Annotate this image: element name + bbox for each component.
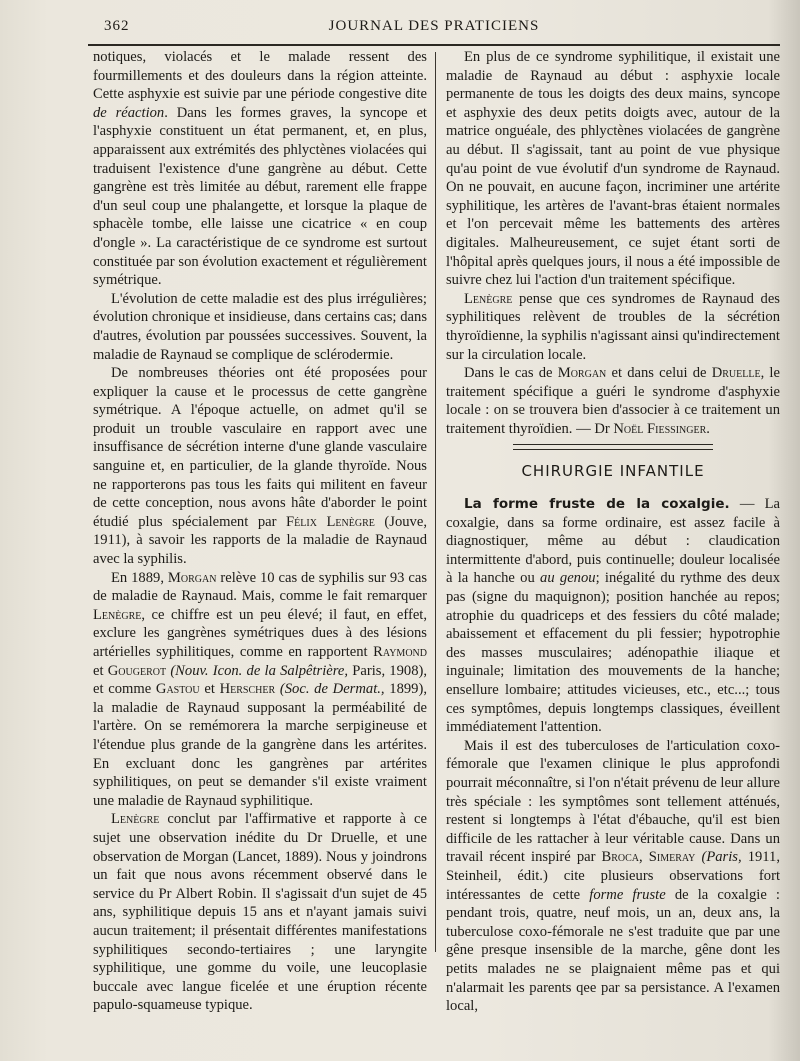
paragraph: Dans le cas de Morgan et dans celui de Druelle, le traitement spécifique a guéri le syndrome d'asphyxie locale : on se trouvera bien d'associer à ce traitement un traitement thyroïdien. — Dr Noël Fiessinger.: [446, 365, 780, 437]
paragraph: Lenègre conclut par l'affirmative et rapporte à ce sujet une observation inédite du Dr Druelle, et une observation de Morgan (Lancet, 1889). Nous y joindrons un fait que nous avons récemment observé dans le service du Pr Albert Robin. Il s'agissait d'un sujet de 45 ans, syphilitique depuis 15 ans et n'ayant jamais suivi aucun traitement; il présentait différentes manifestations syphilitiques secondo-tertiaires ; une laryngite syphilitique, une gomme du voile, une leucoplasie buccale avec langue ficelée et une éruption récente papulo-squameuse typique.: [93, 811, 427, 1014]
section-separator: [513, 444, 713, 450]
paragraph: L'évolution de cette maladie est des plus irrégulières; évolution chronique et insidieuse, dans certains cas; dans d'autres, évolution par poussées successives. Souvent, la maladie de Raynaud se complique de sclérodermie.: [93, 290, 427, 363]
paragraph: En 1889, Morgan relève 10 cas de syphilis sur 93 cas de maladie de Raynaud. Mais, comme le fait remarquer Lenègre, ce chiffre est un peu élevé; il faut, en effet, exclure les gangrènes symétriques dues à des lésions artérielles syphilitiques, comme en rapportent Raymond et Gougerot (Nouv. Icon. de la Salpêtrière, Paris, 1908), et comme Gastou et Herscher (Soc. de Dermat., 1899), la maladie de Raynaud supposant la perméabilité de l'artère. On se remémorera la marche serpigineuse et l'étendue plus grande de la gangrène dans les artérites. En excluant donc les gangrènes par artérites syphilitiques, on peut se demander s'il existe vraiment une maladie de Raynaud syphilitique.: [93, 569, 428, 809]
paragraph: Lenègre pense que ces syndromes de Raynaud des syphilitiques relèvent de troubles de la sécrétion thyroïdienne, la syphilis n'agissant ainsi qu'indirectement sur la circulation locale.: [446, 290, 780, 363]
right-column: [446, 48, 780, 1016]
left-column: [93, 48, 427, 1015]
paragraph: Mais il est des tuberculoses de l'articulation coxo-fémorale que l'examen clinique le plus approfondi pourrait méconnaître, si l'on n'était prévenu de leur allure très spéciale : les symptômes sont tellement atténués, restent si longtemps à l'état d'ébauche, qu'il est bien difficile de les rattacher à leur véritable cause. Dans un travail récent inspiré par Broca, Simeray (Paris, 1911, Steinheil, édit.) cite plusieurs observations fort intéressantes de cette forme fruste de la coxalgie : pendant trois, quatre, neuf mois, un an, deux ans, la tuberculose coxo-fémorale ne s'est traduite que par une gêne presque insensible de la marche, gêne dont les petits malades ne se plaignaient même pas et qui n'alarmait les parents qee par sa persistance. A l'examen local,: [446, 737, 780, 1015]
paragraph: notiques, violacés et le malade ressent des fourmillements et des douleurs dans la région atteinte. Cette asphyxie est suivie par une période congestive dite de réaction. Dans les formes graves, la syncope et l'asphyxie constituent un état permanent, et, en plus, apparaissent aux extrémités des phlyctènes violacées qui traduisent l'existence d'une gangrène au début. Cette gangrène est très limitée au début, rarement elle frappe d'un seul coup une phalangette, et lorsque la plaque de sphacèle tombe, elle laisse une cicatrice « en coup d'ongle ». La caractéristique de ce syndrome est surtout constituée par son évolution exactement et régulièrement symétrique.: [93, 49, 427, 289]
paragraph: De nombreuses théories ont été proposées pour expliquer la cause et le processus de cette gangrène symétrique. A l'époque actuelle, on admet qu'il se produit un trouble vasculaire en rapport avec une insuffisance de sécrétion interne d'une glande vasculaire sanguine et, en particulier, de la glande thyroïde. Nous ne rapporterons pas tous les faits qui militent en faveur de cette conception, nous avons hâte d'aborder le point étudié plus spécialement par Félix Lenègre (Jouve, 1911), à savoir les rapports de la maladie de Raynaud avec la syphilis.: [93, 365, 427, 568]
paragraph: En plus de ce syndrome syphilitique, il existait une maladie de Raynaud au début : asphyxie locale permanente de tous les doigts des deux mains, syncope et asphyxie des deux petits doigts avec, autour de la matrice onguéale, des phlyctènes violacées de gangrène au début. Il s'agissait, tant au point de vue physique qu'au point de vue évolutif d'un syndrome de Raynaud. On ne pouvait, en aucune façon, incriminer une artérite syphilitique, les artères de l'avant-bras étaient normales et l'on percevait même les battements des artères digitales. Malheureusement, ce sujet étant sorti de l'hôpital après quelques jours, il nous a été impossible de suivre chez lui l'action d'un traitement spécifique.: [446, 49, 780, 289]
column-divider: [435, 52, 436, 952]
page-number: 362: [104, 18, 130, 34]
section-title: CHIRURGIE INFANTILE: [521, 462, 705, 481]
article-title: La forme fruste de la coxalgie.: [464, 496, 730, 513]
paragraph: La forme fruste de la coxalgie. — La coxalgie, dans sa forme ordinaire, est assez facile à diagnostiquer, même au début : claudication intermittente d'abord, puis continuelle; douleur localisée à la hanche ou au genou; inégalité du rythme des deux pas (signe du maquignon); position hanchée au repos; atrophie du quadriceps et des fessiers du côté malade; abaissement et effacement du pli fessier; hypotrophie des masses musculaires; adénopathie iliaque et inguinale; limitation des mouvements de la hanche; ensellure lombaire; attitudes vicieuses, etc., etc...; tous ces symptômes, depuis longtemps classiques, éveillent immédiatement l'attention.: [446, 496, 780, 736]
page-header: [88, 14, 780, 42]
journal-title: JOURNAL DES PRATICIENS: [328, 18, 540, 34]
header-rule: [88, 44, 780, 46]
